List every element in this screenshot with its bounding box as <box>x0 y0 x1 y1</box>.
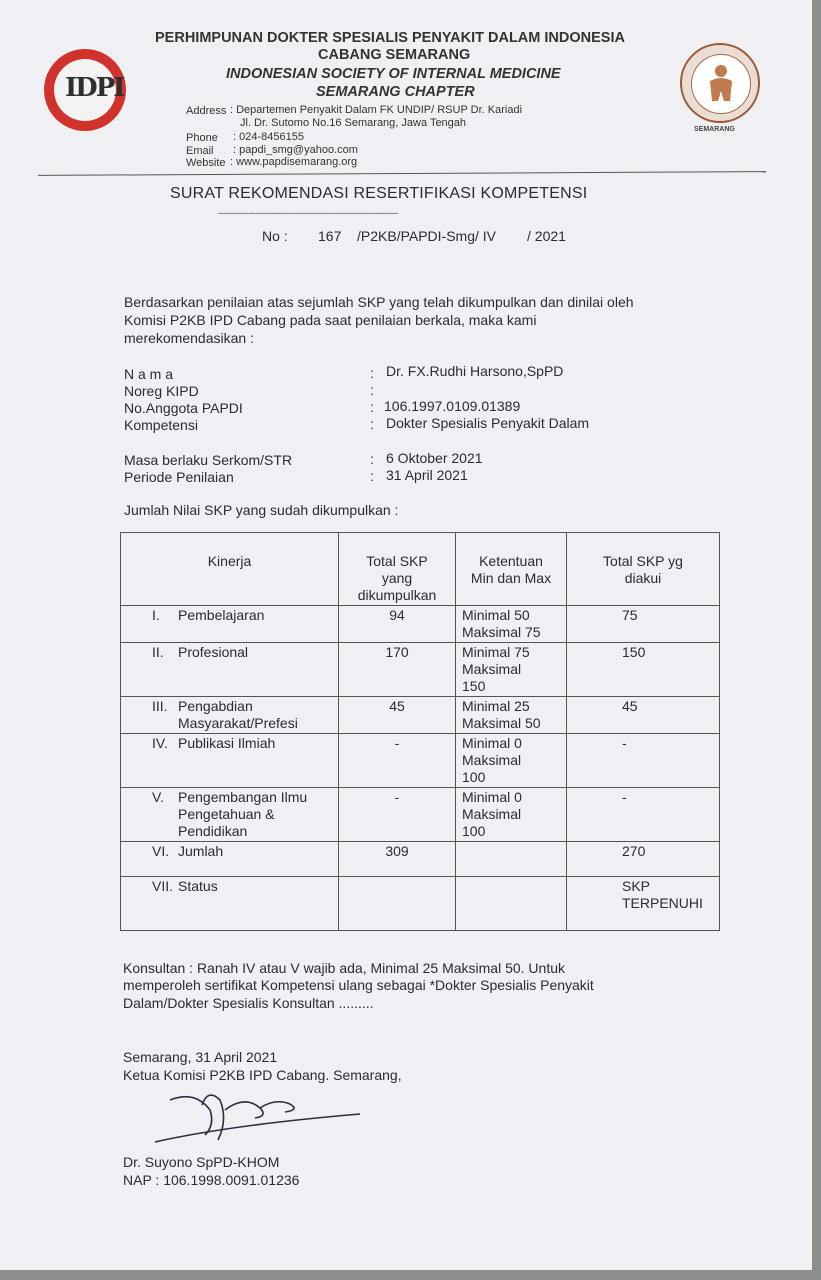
row-total: - <box>339 788 456 842</box>
table-row <box>121 734 720 788</box>
header-total-diakui: Total SKP yg diakui <box>567 533 720 606</box>
table-row <box>121 788 720 842</box>
field-label-noreg: Noreg KIPD <box>124 383 199 399</box>
row-ketentuan <box>456 842 567 877</box>
row-total: 45 <box>339 697 456 734</box>
row-ketentuan: Minimal 50 Maksimal 75 <box>456 606 567 643</box>
org-name-id: PERHIMPUNAN DOKTER SPESIALIS PENYAKIT DALAM INDONESIA <box>155 30 625 46</box>
address-line1: : Departemen Penyakit Dalam FK UNDIP/ RSUP Dr. Kariadi <box>230 104 523 116</box>
signer-nap: NAP : 106.1998.0091.01236 <box>123 1172 300 1188</box>
consult-line3: Dalam/Dokter Spesialis Konsultan ......... <box>123 995 374 1011</box>
email-label: Email <box>186 145 214 157</box>
field-colon: : <box>370 416 374 432</box>
logo-right-caption: SEMARANG <box>694 126 735 133</box>
row-diakui: - <box>567 734 720 788</box>
org-branch-en: SEMARANG CHAPTER <box>316 84 475 100</box>
row-kinerja: II. Profesional <box>121 643 339 697</box>
consult-line2: memperoleh sertifikat Kompetensi ulang sebagai *Dokter Spesialis Penyakit <box>123 977 594 993</box>
papdi-logo-left <box>44 49 126 131</box>
field-value-anggota: 106.1997.0109.01389 <box>384 398 521 414</box>
field-value-nama: Dr. FX.Rudhi Harsono,SpPD <box>386 363 564 379</box>
number-label: No : <box>262 228 288 244</box>
field-value-masa-berlaku: 6 Oktober 2021 <box>386 450 483 466</box>
intro-line2: Komisi P2KB IPD Cabang pada saat penilaian berkala, maka kami <box>124 312 537 328</box>
header-kinerja: Kinerja <box>121 533 339 606</box>
field-label-nama: N a m a <box>124 366 174 382</box>
intro-line1: Berdasarkan penilaian atas sejumlah SKP yang telah dikumpulkan dan dinilai oleh <box>124 294 634 310</box>
number-value: 167 <box>318 228 342 244</box>
website-label: Website <box>186 157 226 169</box>
intro-line3: merekomendasikan : <box>124 330 254 346</box>
letter-title: SURAT REKOMENDASI RESERTIFIKASI KOMPETENSI <box>170 185 588 202</box>
row-kinerja: III. Pengabdian Masyarakat/Prefesi <box>121 697 339 734</box>
row-kinerja: V. Pengembangan Ilmu Pengetahuan & Pendidikan <box>121 788 339 842</box>
phone-value: : 024-8456155 <box>233 131 304 143</box>
handwritten-signature <box>150 1080 370 1150</box>
human-figure-icon <box>692 55 750 113</box>
logo-left-text: IDPI <box>65 73 124 103</box>
table-row-total <box>121 842 720 877</box>
row-total: - <box>339 734 456 788</box>
address-label: Address <box>186 105 227 117</box>
skp-table <box>120 532 720 931</box>
header-ketentuan: Ketentuan Min dan Max <box>456 533 567 606</box>
field-label-anggota: No.Anggota PAPDI <box>124 400 243 416</box>
table-caption: Jumlah Nilai SKP yang sudah dikumpulkan : <box>124 502 399 518</box>
table-row <box>121 643 720 697</box>
row-ketentuan: Minimal 75 Maksimal 150 <box>456 643 567 697</box>
row-ketentuan: Minimal 25 Maksimal 50 <box>456 697 567 734</box>
org-name-en: INDONESIAN SOCIETY OF INTERNAL MEDICINE <box>226 66 561 82</box>
row-total: 309 <box>339 842 456 877</box>
table-row <box>121 697 720 734</box>
row-diakui-status: SKP TERPENUHI <box>567 877 720 931</box>
letterhead-divider <box>38 171 766 176</box>
header-total-skp: Total SKP yang dikumpulkan <box>339 533 456 606</box>
row-ketentuan <box>456 877 567 931</box>
table-row-status <box>121 877 720 931</box>
row-diakui: 270 <box>567 842 720 877</box>
row-total: 94 <box>339 606 456 643</box>
field-label-masa-berlaku: Masa berlaku Serkom/STR <box>124 452 293 468</box>
sign-place-date: Semarang, 31 April 2021 <box>123 1049 278 1065</box>
row-kinerja: I. Pembelajaran <box>121 606 339 643</box>
address-line2: Jl. Dr. Sutomo No.16 Semarang, Jawa Tengah <box>240 117 467 129</box>
table-header-row <box>121 533 720 606</box>
field-colon: : <box>370 399 374 415</box>
field-colon: : <box>370 382 374 398</box>
row-ketentuan: Minimal 0 Maksimal 100 <box>456 788 567 842</box>
row-kinerja: VII. Status <box>121 877 339 931</box>
row-diakui: 45 <box>567 697 720 734</box>
row-kinerja: VI. Jumlah <box>121 842 339 877</box>
title-dash-line: ------------------------------------------------------------------------ <box>218 208 398 218</box>
sign-role: Ketua Komisi P2KB IPD Cabang. Semarang, <box>123 1067 402 1083</box>
org-branch-id: CABANG SEMARANG <box>318 47 471 63</box>
papdi-semarang-logo <box>680 43 760 123</box>
field-colon: : <box>370 451 374 467</box>
website-value: : www.papdisemarang.org <box>230 156 358 168</box>
row-kinerja: IV. Publikasi Ilmiah <box>121 734 339 788</box>
field-value-kompetensi: Dokter Spesialis Penyakit Dalam <box>386 415 590 431</box>
field-label-periode: Periode Penilaian <box>124 469 234 485</box>
field-value-periode: 31 April 2021 <box>386 467 468 483</box>
email-value: : papdi_smg@yahoo.com <box>233 144 358 156</box>
phone-label: Phone <box>186 132 218 144</box>
field-colon: : <box>370 365 374 381</box>
row-diakui: 150 <box>567 643 720 697</box>
row-diakui: - <box>567 788 720 842</box>
row-ketentuan: Minimal 0 Maksimal 100 <box>456 734 567 788</box>
field-colon: : <box>370 468 374 484</box>
row-total: 170 <box>339 643 456 697</box>
number-year: / 2021 <box>527 228 566 244</box>
field-label-kompetensi: Kompetensi <box>124 417 198 433</box>
table-row <box>121 606 720 643</box>
number-code: /P2KB/PAPDI-Smg/ IV <box>357 228 497 244</box>
signer-name: Dr. Suyono SpPD-KHOM <box>123 1154 280 1170</box>
row-diakui: 75 <box>567 606 720 643</box>
consult-line1: Konsultan : Ranah IV atau V wajib ada, Minimal 25 Maksimal 50. Untuk <box>123 960 566 976</box>
row-total <box>339 877 456 931</box>
